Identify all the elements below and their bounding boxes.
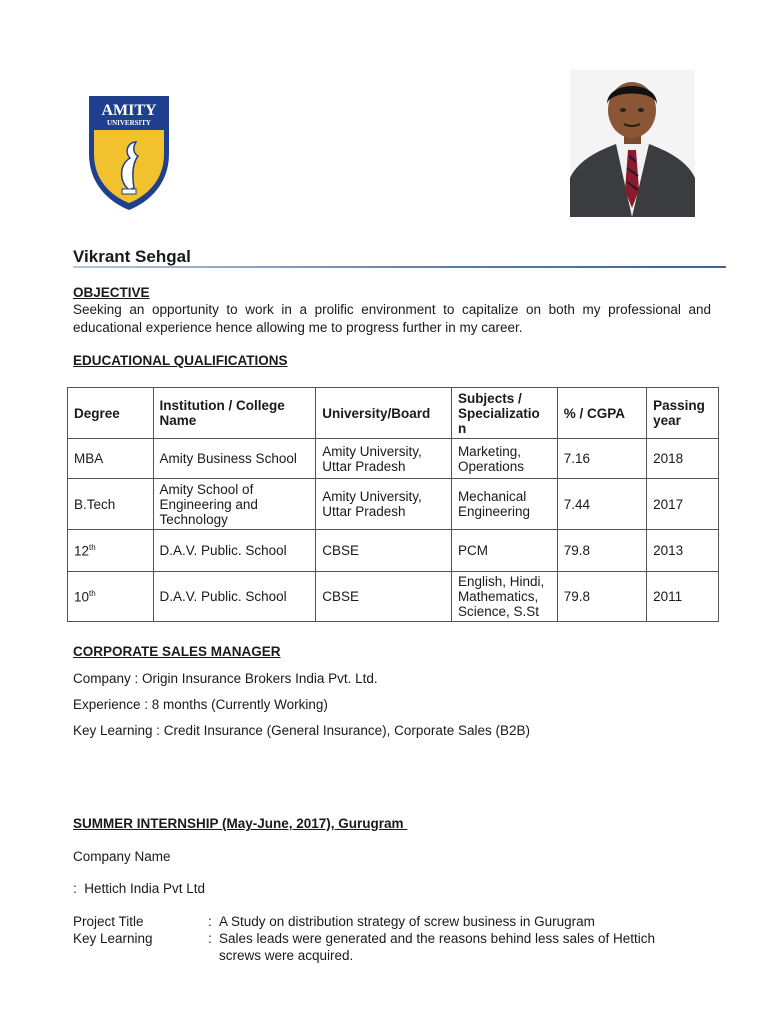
logo-line1: AMITY <box>101 102 157 119</box>
objective-heading: OBJECTIVE <box>73 285 150 300</box>
education-heading: EDUCATIONAL QUALIFICATIONS <box>73 353 288 368</box>
internship-company-label: Company Name <box>73 849 171 864</box>
cell-board: CBSE <box>316 530 452 572</box>
header-year: Passing year <box>647 388 719 439</box>
job-heading: CORPORATE SALES MANAGER <box>73 644 281 659</box>
cell-score: 7.44 <box>557 479 646 530</box>
cell-institution: D.A.V. Public. School <box>153 572 316 622</box>
cell-year: 2011 <box>647 572 719 622</box>
name-divider <box>73 266 726 268</box>
degree-text: 12 <box>74 543 90 559</box>
project-title-value: A Study on distribution strategy of screw business in Gurugram <box>219 914 595 929</box>
key-learning-value-line1: Sales leads were generated and the reasons behind less sales of Hettich <box>219 931 656 946</box>
internship-learning-row <box>73 931 655 946</box>
table-row <box>68 530 719 572</box>
cell-board: Amity University, Uttar Pradesh <box>316 439 452 479</box>
cell-subjects: Mechanical Engineering <box>451 479 557 530</box>
project-colon: : <box>208 914 212 929</box>
key-learning-label: Key Learning <box>73 931 153 946</box>
learning-colon: : <box>208 931 212 946</box>
cell-institution: D.A.V. Public. School <box>153 530 316 572</box>
education-table <box>67 387 719 622</box>
header-degree: Degree <box>68 388 154 439</box>
degree-suffix: th <box>89 542 96 552</box>
cell-board: CBSE <box>316 572 452 622</box>
project-title-label: Project Title <box>73 914 144 929</box>
cell-score: 7.16 <box>557 439 646 479</box>
cell-year: 2018 <box>647 439 719 479</box>
cell-subjects: PCM <box>451 530 557 572</box>
header-subjects: Subjects / Specializatio n <box>451 388 557 439</box>
degree-text: 10 <box>74 589 90 605</box>
logo-line2: UNIVERSITY <box>107 119 151 127</box>
degree-text: B.Tech <box>74 496 116 512</box>
job-company: Company : Origin Insurance Brokers India Pvt. Ltd. <box>73 671 378 686</box>
degree-text: MBA <box>74 451 104 466</box>
internship-company-value: : Hettich India Pvt Ltd <box>73 881 206 896</box>
table-row <box>68 479 719 530</box>
amity-university-logo <box>74 92 184 214</box>
cell-year: 2017 <box>647 479 719 530</box>
degree-suffix: th <box>89 588 96 598</box>
cell-subjects: English, Hindi, Mathematics, Science, S.St <box>451 572 557 622</box>
candidate-name: Vikrant Sehgal <box>73 247 191 266</box>
cell-score: 79.8 <box>557 572 646 622</box>
header-board: University/Board <box>316 388 452 439</box>
cell-degree <box>68 530 154 572</box>
cell-score: 79.8 <box>557 530 646 572</box>
cell-degree <box>68 572 154 622</box>
internship-heading: SUMMER INTERNSHIP (May-June, 2017), Gurugram <box>73 816 408 831</box>
cell-degree <box>68 479 154 530</box>
internship-project-row <box>73 914 595 929</box>
table-row <box>68 572 719 622</box>
key-learning-value-line2: screws were acquired. <box>219 948 354 963</box>
header-score: % / CGPA <box>557 388 646 439</box>
job-learning: Key Learning : Credit Insurance (General Insurance), Corporate Sales (B2B) <box>73 723 530 738</box>
cell-subjects: Marketing, Operations <box>451 439 557 479</box>
table-row <box>68 439 719 479</box>
profile-photo <box>570 70 695 217</box>
cell-institution: Amity School of Engineering and Technology <box>153 479 316 530</box>
cell-degree <box>68 439 154 479</box>
cell-board: Amity University, Uttar Pradesh <box>316 479 452 530</box>
job-experience: Experience : 8 months (Currently Working) <box>73 697 328 712</box>
objective-text: Seeking an opportunity to work in a prolific environment to capitalize on both my professional and educational experience hence allowing me to progress further in my career. <box>73 302 711 335</box>
cell-institution: Amity Business School <box>153 439 316 479</box>
header-institution: Institution / College Name <box>153 388 316 439</box>
cell-year: 2013 <box>647 530 719 572</box>
table-header-row <box>68 388 719 439</box>
